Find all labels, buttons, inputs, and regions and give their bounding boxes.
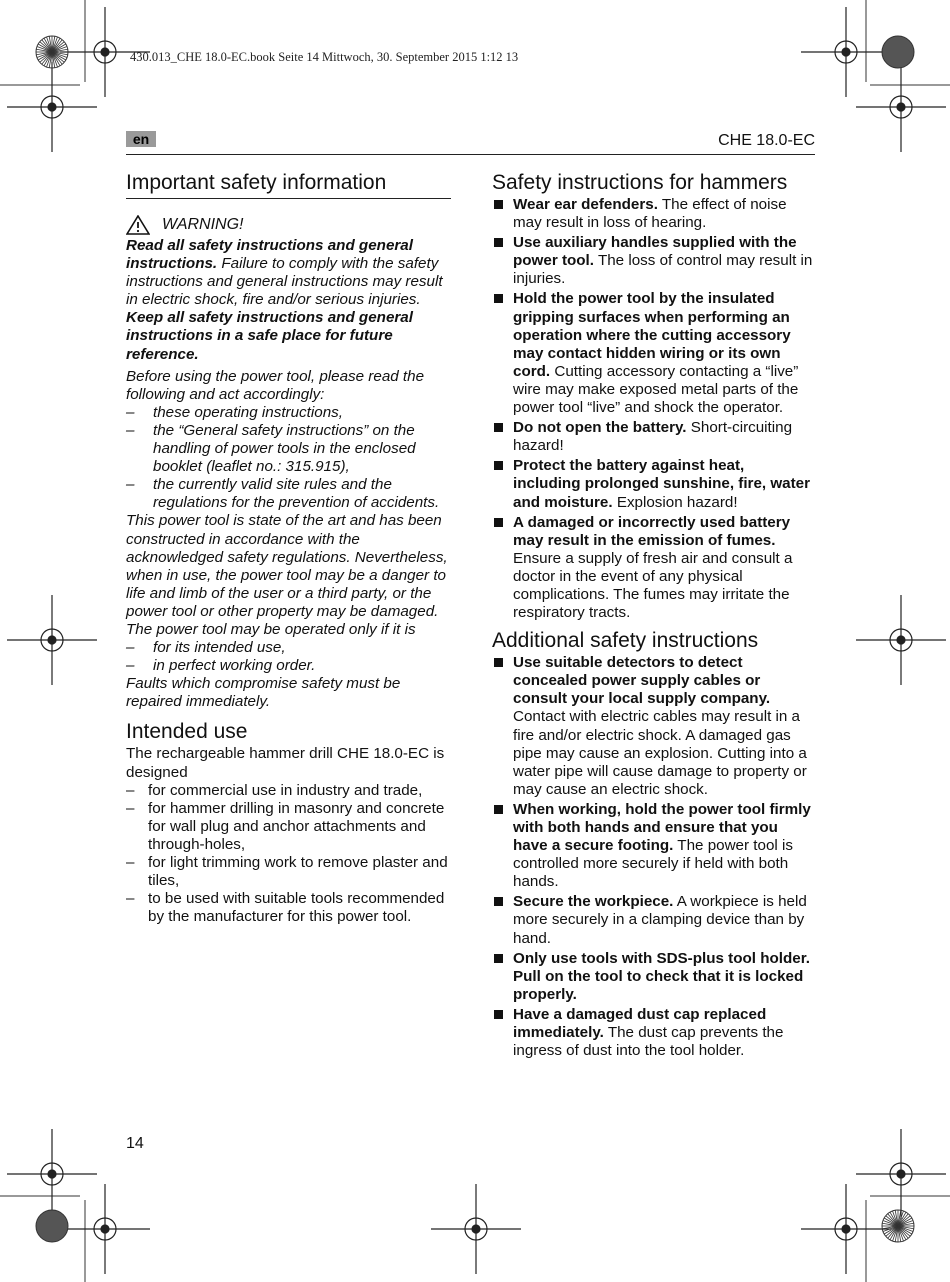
section-title-important: Important safety information <box>126 170 451 199</box>
before-use-list <box>126 404 451 513</box>
list-item: Have a damaged dust cap replaced immediately. The dust cap prevents the ingress of dust into the tool holder. <box>492 1006 815 1060</box>
solid-circle-icon <box>882 36 914 68</box>
square-bullet-icon <box>494 423 503 432</box>
list-item: Wear ear defenders. The effect of noise may result in loss of hearing. <box>492 196 815 232</box>
list-item: – the currently valid site rules and the regulations for the prevention of accidents. <box>126 476 451 512</box>
list-item: – for commercial use in industry and trade, <box>126 782 451 800</box>
header-rule <box>126 154 815 155</box>
left-column <box>126 170 451 926</box>
list-item: Protect the battery against heat, including prolonged sunshine, fire, water and moisture. Explosion hazard! <box>492 457 815 511</box>
list-item: – these operating instructions, <box>126 404 451 422</box>
warning-paragraph <box>126 237 451 364</box>
faults-paragraph: Faults which compromise safety must be repaired immediately. <box>126 675 401 711</box>
list-item: When working, hold the power tool firmly with both hands and ensure that you have a secure footing. The power tool is controlled more securely if held with both hands. <box>492 801 815 891</box>
square-bullet-icon <box>494 805 503 814</box>
list-item: Hold the power tool by the insulated gripping surfaces when performing an operation where the cutting accessory may contact hidden wiring or its own cord. Cutting accessory contacting a “live” wire may make exposed metal parts of the power tool “live” and shock the operator. <box>492 290 815 417</box>
square-bullet-icon <box>494 658 503 667</box>
language-badge: en <box>126 131 156 147</box>
intended-list <box>126 782 451 927</box>
list-item: Secure the workpiece. A workpiece is held more securely in a clamping device than by hand. <box>492 893 815 947</box>
list-item: – the “General safety instructions” on the handling of power tools in the enclosed booklet (leaflet no.: 315.915), <box>126 422 451 476</box>
warning-triangle-icon <box>126 215 150 235</box>
list-item: – for light trimming work to remove plaster and tiles, <box>126 854 451 890</box>
section-title-hammers: Safety instructions for hammers <box>492 171 788 194</box>
square-bullet-icon <box>494 1010 503 1019</box>
conditions-list <box>126 639 451 675</box>
square-bullet-icon <box>494 294 503 303</box>
list-item: Use suitable detectors to detect concealed power supply cables or consult your local supply company. Contact with electric cables may result in a fire and/or electric shock. A damaged gas pipe may cause an explosion. Cutting into a water pipe will cause damage to property or may cause an electric shock. <box>492 654 815 799</box>
page-number: 14 <box>126 1135 144 1152</box>
warning-heading <box>126 215 451 235</box>
warning-keep: Keep all safety instructions and general instructions in a safe place for future reference. <box>126 309 413 363</box>
before-use-paragraph: Before using the power tool, please read the following and act accordingly: <box>126 367 425 403</box>
list-item: – for its intended use, <box>126 639 451 657</box>
square-bullet-icon <box>494 518 503 527</box>
warning-label: WARNING! <box>162 215 244 233</box>
list-item: Use auxiliary handles supplied with the power tool. The loss of control may result in injuries. <box>492 234 815 288</box>
intended-intro: The rechargeable hammer drill CHE 18.0-EC is designed <box>126 745 445 781</box>
hammers-list <box>492 196 815 622</box>
list-item: Only use tools with SDS-plus tool holder. Pull on the tool to check that it is locked properly. <box>492 950 815 1004</box>
warning-bold: Read all safety instructions and general instructions. <box>126 237 413 273</box>
list-item: – for hammer drilling in masonry and concrete for wall plug and anchor attachments and through-holes, <box>126 800 451 854</box>
square-bullet-icon <box>494 461 503 470</box>
list-item: A damaged or incorrectly used battery may result in the emission of fumes. Ensure a supply of fresh air and consult a doctor in the event of any physical complications. The fumes may irritate the respiratory tracts. <box>492 514 815 623</box>
square-bullet-icon <box>494 954 503 963</box>
square-bullet-icon <box>494 897 503 906</box>
right-column <box>492 170 815 1062</box>
state-of-art-paragraph: This power tool is state of the art and has been constructed in accordance with the acknowledged safety regulations. Nevertheless, when in use, the power tool may be a danger to life and limb of the user or a third party, or the power tool or other property may be damaged. The power tool may be operated only if it is <box>126 512 448 638</box>
list-item: Do not open the battery. Short-circuiting hazard! <box>492 419 815 455</box>
additional-list <box>492 654 815 1060</box>
section-title-additional: Additional safety instructions <box>492 629 759 653</box>
warning-text: Failure to comply with the safety instructions and general instructions may result in electric shock, fire and/or serious injuries. <box>126 255 443 309</box>
square-bullet-icon <box>494 238 503 247</box>
solid-circle-icon <box>36 1210 68 1242</box>
print-info-line: 430.013_CHE 18.0-EC.book Seite 14 Mittwoch, 30. September 2015 1:12 13 <box>130 50 519 64</box>
section-title-intended-use: Intended use <box>126 720 248 744</box>
square-bullet-icon <box>494 200 503 209</box>
list-item: – in perfect working order. <box>126 657 451 675</box>
list-item: – to be used with suitable tools recommended by the manufacturer for this power tool. <box>126 890 451 926</box>
model-name: CHE 18.0-EC <box>718 132 815 149</box>
